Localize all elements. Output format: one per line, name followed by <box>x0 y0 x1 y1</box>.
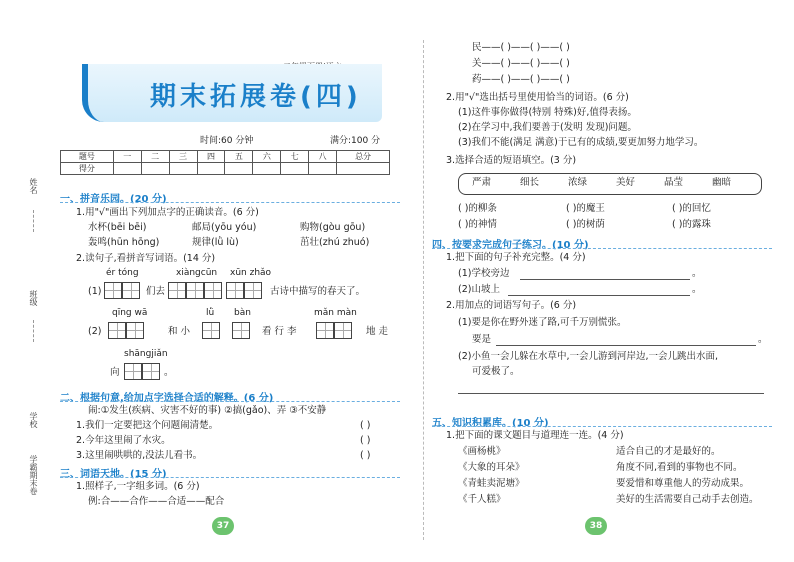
question-text: 3.这里闹哄哄的,没法儿看书。 <box>76 450 203 461</box>
character-grid[interactable] <box>226 280 262 299</box>
lesson-moral[interactable]: 要爱惜和尊重他人的劳动成果。 <box>616 478 750 489</box>
binding-margin <box>0 0 50 562</box>
section-rule <box>432 426 772 427</box>
section-4-title: 四、按要求完成句子练习。(10 分) <box>432 240 589 251</box>
score-input-cell[interactable] <box>281 163 309 175</box>
pinyin-choice[interactable]: 邮局(yōu yóu) <box>192 222 257 233</box>
score-input-cell[interactable] <box>169 163 197 175</box>
answer-paren[interactable]: ( ) <box>360 435 371 446</box>
question-text: 2.用加点的词语写句子。(6 分) <box>446 300 577 311</box>
lesson-title[interactable]: 《青蛙卖泥塘》 <box>458 478 525 489</box>
pinyin-hint: ér tóng <box>106 268 139 278</box>
page-divider <box>423 40 424 540</box>
example-sentence: (2)小鱼一会儿躲在水草中,一会儿游到河岸边,一会儿跳出水面, <box>458 351 719 362</box>
section-rule <box>432 248 772 249</box>
phrase-option: 浓绿 <box>568 177 588 188</box>
word-chain[interactable]: 关——( )——( )——( ) <box>472 58 570 69</box>
question-text: 1.照样子,一字组多词。(6 分) <box>76 481 200 492</box>
answer-paren[interactable]: ( ) <box>360 420 371 431</box>
pinyin-hint: lǜ <box>206 308 215 318</box>
character-grid[interactable] <box>202 320 220 339</box>
phrase-blank[interactable]: ( )的露珠 <box>672 219 711 230</box>
character-grid[interactable] <box>104 280 140 299</box>
character-grid[interactable] <box>124 361 160 380</box>
sentence-text: 古诗中描写的春天了。 <box>270 286 366 297</box>
definition-options: 闹:①发生(疾病、灾害不好的事) ②搞(gǎo)、弄 ③不安静 <box>88 405 327 416</box>
phrase-blank[interactable]: ( )的树荫 <box>566 219 605 230</box>
pinyin-hint: bàn <box>234 308 251 318</box>
score-table <box>60 150 390 175</box>
section-rule <box>60 202 400 203</box>
line-label: (2) <box>88 326 102 337</box>
score-input-cell[interactable] <box>225 163 253 175</box>
word-chain[interactable]: 药——( )——( )——( ) <box>472 74 570 85</box>
sentence-text: 向 <box>110 367 120 378</box>
question-text: 2.用"√"选出括号里使用恰当的词语。(6 分) <box>446 92 629 103</box>
score-cell: 七 <box>281 151 309 163</box>
question-text: 1.用"√"画出下列加点字的正确读音。(6 分) <box>76 207 259 218</box>
section-5-title: 五、知识积累库。(10 分) <box>432 418 549 429</box>
full-score-label: 满分:100 分 <box>330 136 381 146</box>
sentence-stem: (2)山坡上 <box>458 284 500 295</box>
choice-sentence[interactable]: (2)在学习中,我们要善于(发明 发现)问题。 <box>458 122 637 133</box>
lesson-moral[interactable]: 角度不同,看到的事物也不同。 <box>616 462 743 473</box>
phrase-blank[interactable]: ( )的神情 <box>458 219 497 230</box>
score-input-cell[interactable] <box>113 163 141 175</box>
sentence-text: 和 小 <box>168 326 191 337</box>
margin-label-school: 学校 <box>29 412 38 428</box>
phrase-blank[interactable]: ( )的回忆 <box>672 203 711 214</box>
pinyin-hint: qīng wā <box>112 308 148 318</box>
score-cell: 总分 <box>337 151 390 163</box>
score-cell: 五 <box>225 151 253 163</box>
lesson-title[interactable]: 《大象的耳朵》 <box>458 462 525 473</box>
phrase-option: 细长 <box>520 177 540 188</box>
pinyin-hint: xiàngcūn <box>176 268 218 278</box>
answer-line[interactable] <box>458 393 764 394</box>
example-text: 例:合——合作——合适——配合 <box>88 496 225 507</box>
pinyin-hint: xūn zhǎo <box>230 268 272 278</box>
answer-line[interactable] <box>520 279 690 280</box>
question-text: 2.今年这里闹了水灾。 <box>76 435 171 446</box>
answer-paren[interactable]: ( ) <box>360 450 371 461</box>
sentence-stem: 要是 <box>472 334 492 345</box>
question-text: 3.选择合适的短语填空。(3 分) <box>446 155 577 166</box>
character-grid[interactable] <box>316 320 352 339</box>
section-1-title: 一、拼音乐园。(20 分) <box>60 194 167 205</box>
margin-divider <box>33 320 34 342</box>
question-text: 1.我们一定要把这个问题闹清楚。 <box>76 420 219 431</box>
section-3-title: 三、词语天地。(15 分) <box>60 469 167 480</box>
answer-line[interactable] <box>496 345 756 346</box>
score-input-cell[interactable] <box>197 163 225 175</box>
score-input-cell[interactable] <box>253 163 281 175</box>
lesson-moral[interactable]: 适合自己的才是最好的。 <box>616 446 721 457</box>
score-cell: 四 <box>197 151 225 163</box>
time-label: 时间:60 分钟 <box>200 136 254 146</box>
score-input-cell[interactable] <box>309 163 337 175</box>
choice-sentence[interactable]: (1)这件事你做得(特别 特殊)好,值得表扬。 <box>458 107 637 118</box>
section-rule <box>60 401 400 402</box>
question-text: 1.把下面的课文题目与道理连一连。(4 分) <box>446 430 624 441</box>
phrase-blank[interactable]: ( )的魔王 <box>566 203 605 214</box>
lesson-title[interactable]: 《画杨桃》 <box>458 446 506 457</box>
pinyin-hint: mǎn màn <box>314 308 357 318</box>
phrase-option: 幽暗 <box>712 177 732 188</box>
pinyin-choice[interactable]: 水杯(bēi bēi) <box>88 222 147 233</box>
question-text: 2.读句子,看拼音写词语。(14 分) <box>76 253 216 264</box>
character-grid[interactable] <box>168 280 222 299</box>
period: 。 <box>692 268 702 279</box>
pinyin-choice[interactable]: 规律(lǜ lù) <box>192 237 239 248</box>
pinyin-choice[interactable]: 轰鸣(hūn hōng) <box>88 237 160 248</box>
sentence-text: 们去 <box>146 286 166 297</box>
margin-label-class: 班级 <box>29 290 38 306</box>
answer-line[interactable] <box>508 295 690 296</box>
score-cell: 三 <box>169 151 197 163</box>
score-cell: 二 <box>141 151 169 163</box>
margin-divider <box>33 210 34 232</box>
period: 。 <box>758 334 768 345</box>
phrase-option: 晶莹 <box>664 177 684 188</box>
phrase-option: 严肃 <box>472 177 492 188</box>
character-grid[interactable] <box>108 320 144 339</box>
period: 。 <box>692 284 702 295</box>
phrase-option: 美好 <box>616 177 636 188</box>
pinyin-choice[interactable]: 购物(gòu gōu) <box>300 222 366 233</box>
score-cell: 六 <box>253 151 281 163</box>
score-input-cell[interactable] <box>141 163 169 175</box>
choice-sentence[interactable]: (3)我们不能(满足 满意)于已有的成绩,要更加努力地学习。 <box>458 137 704 148</box>
lesson-moral[interactable]: 美好的生活需要自己动手去创造。 <box>616 494 759 505</box>
phrase-blank[interactable]: ( )的柳条 <box>458 203 497 214</box>
sentence-stem: (1)学校旁边 <box>458 268 510 279</box>
score-cell: 八 <box>309 151 337 163</box>
page-number-left: 37 <box>212 517 234 535</box>
section-2-title: 二、根据句意,给加点字选择合适的解释。(6 分) <box>60 393 274 404</box>
score-cell: 一 <box>113 151 141 163</box>
line-label: (1) <box>88 286 102 297</box>
example-sentence: 可爱极了。 <box>472 366 520 377</box>
sentence-text: 地 走 <box>366 326 389 337</box>
page-title: 期末拓展卷(四) <box>150 82 362 112</box>
score-cell: 得分 <box>61 163 114 175</box>
sentence-text: 看 行 李 <box>262 326 297 337</box>
score-cell: 题号 <box>61 151 114 163</box>
lesson-title[interactable]: 《千人糕》 <box>458 494 506 505</box>
page-number-right: 38 <box>585 517 607 535</box>
question-text: 1.把下面的句子补充完整。(4 分) <box>446 252 586 263</box>
margin-label-series: 学霸期末卷 <box>29 455 38 495</box>
margin-label-name: 姓名 <box>29 178 38 194</box>
score-input-cell[interactable] <box>337 163 390 175</box>
pinyin-hint: shāngjiǎn <box>124 349 168 359</box>
pinyin-choice[interactable]: 茁壮(zhú zhuó) <box>300 237 370 248</box>
character-grid[interactable] <box>232 320 250 339</box>
section-rule <box>60 477 400 478</box>
example-sentence: (1)要是你在野外迷了路,可千万别慌张。 <box>458 317 627 328</box>
word-chain[interactable]: 民——( )——( )——( ) <box>472 42 570 53</box>
sentence-text: 。 <box>164 367 174 378</box>
